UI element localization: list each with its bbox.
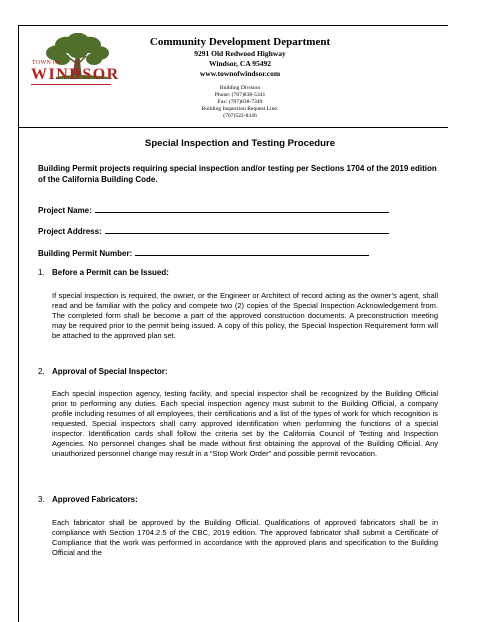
building-permit-number-blank[interactable] <box>135 248 369 256</box>
project-name-blank[interactable] <box>95 205 389 213</box>
section-2-text: Each special inspection agency, testing facility, and special inspector shall be recognized by the Building Official prior to performing any duties. Each special inspection agency must submit to the Building Official, a company profile including resumes of all employees, their certifications and a list of the types of work for which recognition is requested. Special inspectors shall carry approved identification when performing the functions of a special inspector. Identification cards shall follow the criteria set by the California Council of Testing and Inspection Agencies. No personnel changes shall be made without first obtaining the approval of the Building Official. Any unauthorized personnel change may result in a “Stop Work Order” and possible permit revocation. <box>52 389 438 458</box>
section-1-number: 1. <box>38 268 45 277</box>
logo-windsor-text: WINDSOR <box>31 66 120 83</box>
project-address-field[interactable] <box>38 226 389 236</box>
department-name: Community Development Department <box>149 36 331 48</box>
website-link[interactable]: www.townofwindsor.com <box>199 69 281 78</box>
project-name-label: Project Name: <box>38 206 92 215</box>
project-address-blank[interactable] <box>105 226 389 234</box>
phone-number: Phone: (707)838-5341 <box>214 92 266 98</box>
section-2-title: Approval of Special Inspector: <box>52 367 168 376</box>
division-name: Building Division <box>219 85 261 91</box>
left-border-rule <box>18 25 19 622</box>
document-title: Special Inspection and Testing Procedure <box>144 138 336 149</box>
letterhead <box>130 36 350 120</box>
building-permit-number-field[interactable] <box>38 248 369 258</box>
contact-block <box>130 85 350 120</box>
section-2-number: 2. <box>38 367 45 376</box>
header-bottom-rule <box>18 127 448 128</box>
section-3-number: 3. <box>38 495 45 504</box>
section-1-text: If special inspection is required, the owner, or the Engineer or Architect of record acting as the owner’s agent, shall read and be familiar with the policy and compete two (2) copies of the Special Inspection Acknowledgement from. The completed form shall be become a part of the approved construction documents. A preconstruction meeting may be required prior to the permit being issued. A copy of this policy, the Special Inspection Requirement form will be attached to the approved plan set. <box>52 291 438 340</box>
section-2-heading <box>38 367 168 376</box>
section-3-heading <box>38 495 138 504</box>
fax-number: Fax: (707)838-7349 <box>217 99 263 105</box>
city-address: Windsor, CA 95492 <box>209 59 271 68</box>
section-3-title: Approved Fabricators: <box>52 495 138 504</box>
project-name-field[interactable] <box>38 205 389 215</box>
project-address-label: Project Address: <box>38 227 102 236</box>
section-1-heading <box>38 268 169 277</box>
request-line-label: Building Inspection Request Line: <box>201 106 279 112</box>
section-1-title: Before a Permit can be Issued: <box>52 268 169 277</box>
request-line-number: (707)522-8346 <box>223 113 257 119</box>
section-3-text: Each fabricator shall be approved by the Building Official. Qualifications of approved fabricators shall be in compliance with Section 1704.2.5 of the CBC, 2019 edition. The approved fabricator shall submit a Certificate of Compliance that the work was performed in accordance with the approved plans and specification to the Building Official and the <box>52 518 438 557</box>
intro-paragraph: Building Permit projects requiring special inspection and/or testing per Sections 1704 of the 2019 edition of the California Building Code. <box>38 164 437 184</box>
building-permit-number-label: Building Permit Number: <box>38 249 133 258</box>
logo-town-of-text: TOWN OF <box>32 60 62 66</box>
street-address: 9291 Old Redwood Highway <box>194 49 286 58</box>
logo-underline <box>31 84 111 85</box>
header-top-rule <box>18 25 448 26</box>
